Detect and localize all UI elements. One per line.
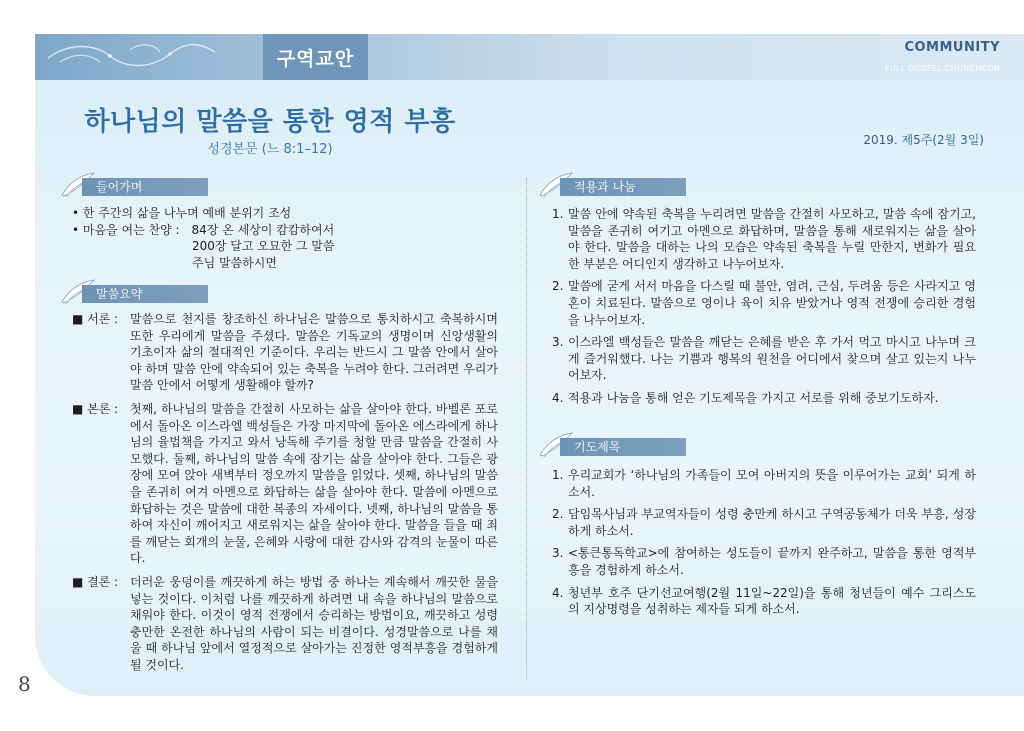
section-heading-summary bbox=[60, 282, 200, 304]
list-item-text: 말씀 안에 약속된 축복을 누리려면 말씀을 간절히 사모하고, 말씀 속에 잠기고, 말씀을 존귀히 여기고 아멘으로 화답하며, 말씀을 통해 새로워지는 삶을 살아야 한다. 말씀을 대하는 나의 모습은 약속된 축복을 누릴 만한지, 변화가 필요한 부분은 어디인지 생각하고 나누어보자. bbox=[568, 207, 976, 271]
list-item-text: 우리교회가 ‘하나님의 가족들이 모여 아버지의 뜻을 이루어가는 교회’ 되게 하소서. bbox=[568, 468, 976, 499]
summary-intro-text: 말씀으로 천지를 창조하신 하나님은 말씀으로 통치하시고 축복하시며 또한 우리에게 말씀을 주셨다. 말씀은 기독교의 생명이며 신앙생활의 기초이자 삶의 절대적인 기준이다. 우리는 반드시 그 말씀 안에서 살아야 하며 말씀 안에 약속되어 있는 축복을 누려야 한다. 그러려면 우리가 말씀 안에서 어떻게 생활해야 할까? bbox=[130, 312, 498, 393]
list-item bbox=[552, 334, 976, 384]
summary-intro-label: ■ 서론 : bbox=[72, 312, 119, 326]
section-heading-application bbox=[538, 175, 678, 197]
section-heading-label: 적용과 나눔 bbox=[560, 178, 686, 196]
summary-conclusion-text: 더러운 웅덩이를 깨끗하게 하는 방법 중 하나는 계속해서 깨끗한 물을 넣는 것이다. 이처럼 나를 깨끗하게 하려면 내 속을 하나님의 말씀으로 채워야 한다. 이것이 영적 전쟁에서 승리하는 방법이요, 깨끗하고 성령 충만한 온전한 하나님의 사람이 되는 비결이다. 성경말씀으로 나를 채울 때 하나님 앞에서 열정적으로 살아가는 진정한 영적부흥을 경험하게 될 것이다. bbox=[130, 574, 498, 672]
hymn-line: 84장 온 세상이 캄캄하여서 bbox=[191, 222, 335, 237]
section-tab: 구역교안 bbox=[263, 34, 368, 80]
section-heading-label: 말씀요약 bbox=[82, 285, 208, 303]
summary-conclusion bbox=[72, 574, 498, 674]
section-heading-prayer bbox=[538, 435, 678, 457]
list-item bbox=[552, 506, 976, 539]
list-item bbox=[552, 390, 976, 407]
hymn-line: 200장 달고 오묘한 그 말씀 bbox=[192, 239, 335, 254]
list-item bbox=[552, 545, 976, 578]
list-item-number: 1. bbox=[552, 207, 564, 221]
section-heading-label: 기도제목 bbox=[560, 438, 686, 456]
list-item-text: 담임목사님과 부교역자들이 성령 충만케 하시고 구역공동체가 더욱 부흥, 성장하게 하소서. bbox=[568, 507, 976, 538]
list-item-text: 청년부 호주 단기선교여행(2월 11일~22일)을 통해 청년들이 예수 그리스도의 지상명령을 성취하는 제자들 되게 하소서. bbox=[568, 585, 976, 617]
list-item-number: 3. bbox=[552, 546, 564, 561]
list-item-number: 2. bbox=[552, 279, 564, 294]
brand-subtitle: FULL GOSPEL CHUNCHEON bbox=[884, 64, 1000, 73]
list-item bbox=[552, 278, 976, 328]
list-item bbox=[552, 206, 976, 272]
summary-body-text: 첫째, 하나님의 말씀을 간절히 사모하는 삶을 살아야 한다. 바벨론 포로에서 돌아온 이스라엘 백성들은 가장 마지막에 돌아온 에스라에게 하나님의 율법책을 가지고 와서 낭독해 주기를 청할 만큼 말씀을 간절히 사모했다. 둘째, 하나님의 말씀 속에 잠기는 삶을 살아야 한다. 그들은 광장에 모여 앉아 새벽부터 정오까지 말씀을 읽었다. 셋째, 하나님의 말씀을 존귀히 여겨 아멘으로 화답하는 삶을 살아야 한다. 말씀에 아멘으로 화답하는 것은 말씀에 대한 복종의 자세이다. 넷째, 하나님의 말씀을 통하여 자신이 깨어지고 새로워지는 삶을 살아야 한다. 말씀을 들을 때 죄를 깨닫는 회개의 눈물, 은혜와 사랑에 대한 감사와 감격의 눈물이 따른다. bbox=[130, 401, 498, 566]
flourish-ornament-icon bbox=[40, 36, 220, 76]
list-item bbox=[552, 585, 976, 618]
summary-body bbox=[72, 401, 498, 567]
list-item bbox=[552, 467, 976, 500]
opening-text bbox=[72, 205, 512, 271]
list-item-text: 이스라엘 백성들은 말씀을 깨닫는 은혜를 받은 후 가서 먹고 마시고 나누며 크게 즐거워했다. 나는 기쁨과 행복의 원천을 어디에서 찾으며 살고 있는지 나누어보자. bbox=[568, 335, 976, 383]
summary-conclusion-label: ■ 결론 : bbox=[72, 574, 119, 589]
list-item-number: 1. bbox=[552, 468, 564, 482]
opening-line: • 한 주간의 삶을 나누며 예배 분위기 조성 bbox=[72, 206, 292, 220]
opening-hymn-row bbox=[72, 222, 512, 239]
summary-body-label: ■ 본론 : bbox=[72, 401, 119, 416]
list-item-number: 4. bbox=[552, 585, 564, 600]
page-title: 하나님의 말씀을 통한 영적 부흥 bbox=[84, 107, 456, 137]
list-item-text: 적용과 나눔을 통해 얻은 기도제목을 가지고 서로를 위해 중보기도하자. bbox=[568, 390, 939, 405]
opening-hymn-label: • 마음을 여는 찬양 : bbox=[72, 222, 180, 237]
list-item-text: 말씀에 굳게 서서 마음을 다스릴 때 불안, 염려, 근심, 두려움 등은 사라지고 영혼이 치료된다. 말씀으로 영이나 육이 치유 받았거나 영적 전쟁에 승리한 경험을 나누어보자. bbox=[568, 279, 976, 327]
application-list bbox=[552, 206, 976, 413]
hymn-line: 주님 말씀하시면 bbox=[192, 255, 277, 270]
column-divider bbox=[526, 178, 527, 680]
summary-text bbox=[72, 311, 498, 673]
list-item-number: 4. bbox=[552, 390, 564, 405]
section-heading-label: 들어가며 bbox=[82, 178, 208, 196]
list-item-number: 3. bbox=[552, 335, 564, 350]
issue-date: 2019. 제5주(2월 3일) bbox=[863, 133, 984, 147]
list-item-number: 2. bbox=[552, 507, 564, 522]
brand-title: COMMUNITY bbox=[904, 40, 1000, 55]
list-item-text: <통큰통독학교>에 참여하는 성도들이 끝까지 완주하고, 말씀을 통한 영적부흥을 경험하게 하소서. bbox=[568, 546, 976, 577]
summary-intro bbox=[72, 311, 498, 394]
prayer-list bbox=[552, 467, 976, 624]
section-heading-opening bbox=[60, 175, 200, 197]
scripture-reference: 성경본문 (느 8:1–12) bbox=[207, 142, 333, 157]
page-number: 8 bbox=[18, 672, 31, 696]
